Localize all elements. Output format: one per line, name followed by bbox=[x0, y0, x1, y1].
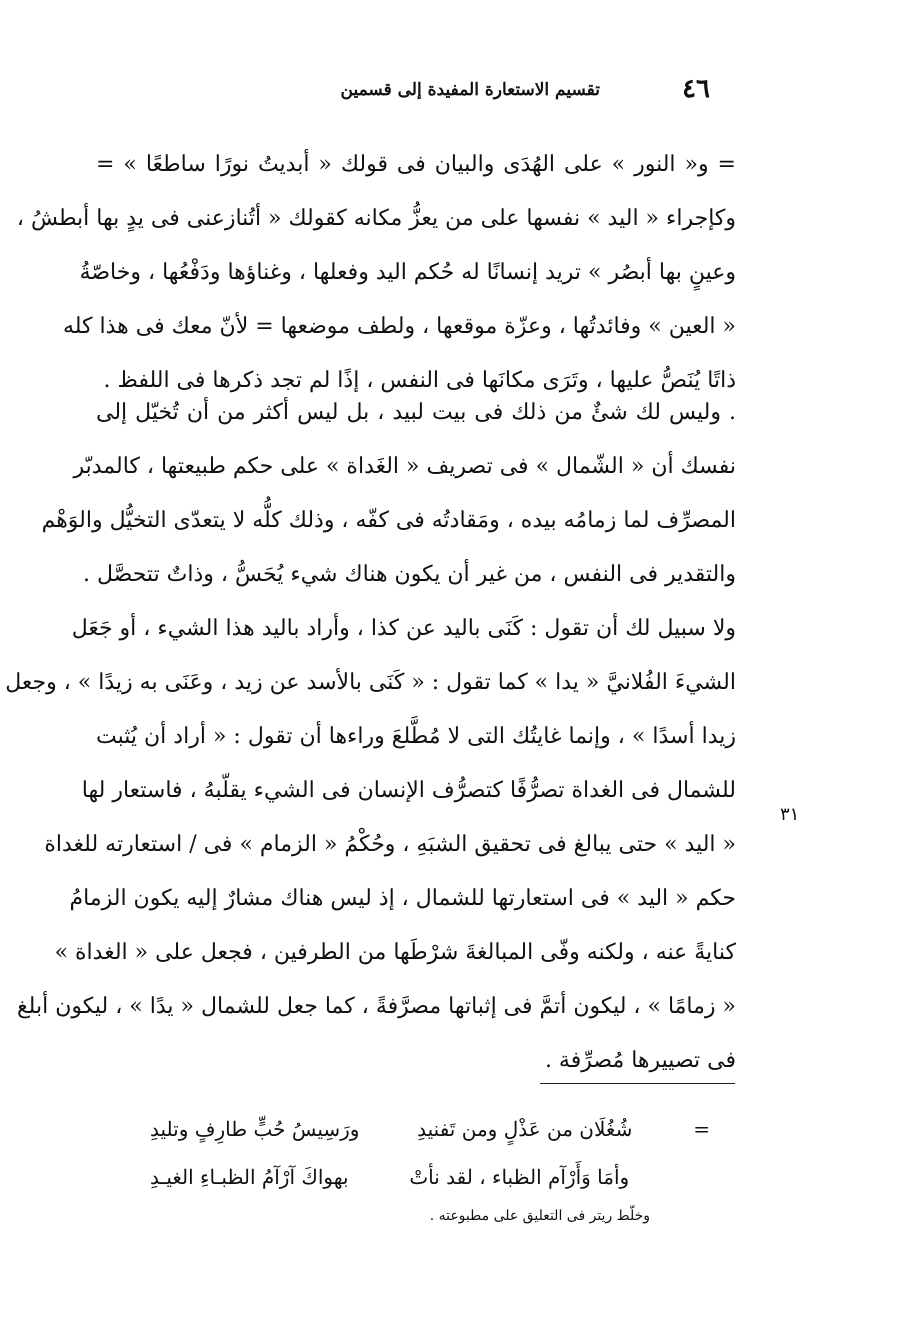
verse-line bbox=[150, 1105, 710, 1153]
verse-hemistich: شُغُلَان من عَذْلٍ ومن تَفنيدِ bbox=[417, 1117, 633, 1141]
text-line: زيدا أسدًا » ، وإنما غايتُك التى لا مُطَّلعَ وراءها أن تقول : « أراد أن يُثبت bbox=[96, 724, 736, 749]
footnote-note: وخلّط ريتر فى التعليق على مطبوعته . bbox=[429, 1208, 650, 1224]
text-line: « زمامًا » ، ليكون أتمَّ فى إثباتها مصرَّفةً ، كما جعل للشمال « يدًا » ، ليكون أبلغ bbox=[16, 994, 736, 1019]
text-line: فى تصييرها مُصرِّفة . bbox=[544, 1048, 736, 1073]
running-title: تقسيم الاستعارة المفيدة إلى قسمين bbox=[340, 80, 600, 100]
text-line: حكم « اليد » فى استعارتها للشمال ، إذ ليس هناك مشارٌ إليه يكون الزمامُ bbox=[69, 886, 736, 911]
footnote-divider bbox=[540, 1083, 735, 1084]
page-number: ٤٦ bbox=[682, 74, 710, 104]
text-line: للشمال فى الغداة تصرُّفًا كتصرُّف الإنسان فى الشيء يقلّبهُ ، فاستعار لها bbox=[81, 778, 736, 803]
text-line: « اليد » حتى يبالغ فى تحقيق الشبَهِ ، وحُكْمُ « الزمام » فى / استعارته للغداة bbox=[44, 832, 736, 857]
text-line: الشيءَ الفُلانيَّ « يدا » كما تقول : « كَنَى بالأسد عن زيد ، وعَنَى به زيدًا » ، وجعل bbox=[5, 670, 736, 695]
text-line: والتقدير فى النفس ، من غير أن يكون هناك شيء يُحَسُّ ، وذاتٌ تتحصَّل . bbox=[83, 562, 736, 587]
text-line: نفسك أن « الشّمال » فى تصريف « الغَداة » على حكم طبيعتها ، كالمدبّر bbox=[73, 454, 736, 479]
margin-number: ٣١ bbox=[780, 804, 800, 825]
text-line: وعينٍ بها أبصُر » تريد إنسانًا له حُكم اليد وفعلها ، وغناؤها ودَفْعُها ، وخاصّةُ bbox=[79, 260, 736, 285]
page-header bbox=[300, 74, 710, 114]
continuation-marker: = bbox=[693, 1117, 710, 1141]
text-line: ذاتًا يُنَصُّ عليها ، وتَرَى مكانَها فى النفس ، إذًا لم تجد ذكرها فى اللفظ . bbox=[103, 368, 736, 393]
verse-hemistich: بهواكَ آرْآمُ الظبـاءِ الغيـدِ bbox=[150, 1165, 349, 1189]
text-line: = و« النور » على الهُدَى والبيان فى قولك « أبديتُ نورًا ساطعًا » = bbox=[96, 152, 736, 177]
paragraph-2 bbox=[5, 386, 736, 1088]
verse-hemistich: ورَسِيسُ حُبٍّ طارِفٍ وتليدِ bbox=[150, 1117, 360, 1141]
paragraph-1 bbox=[16, 138, 736, 408]
text-line: المصرِّف لما زمامُه بيده ، ومَقادتُه فى كفّه ، وذلك كلُّه لا يتعدّى التخيُّل والوَهْم bbox=[41, 508, 736, 533]
text-line: . وليس لك شئٌ من ذلك فى بيت لبيد ، بل ليس أكثر من أن تُخيّل إلى bbox=[96, 400, 736, 425]
text-line: كنايةً عنه ، ولكنه وفّى المبالغةَ شرْطَها من الطرفين ، فجعل على « الغداة » bbox=[54, 940, 736, 965]
verse-hemistich: وأمَا وَأَرْآم الظباء ، لقد نأتْ bbox=[409, 1165, 630, 1189]
verse-line bbox=[150, 1153, 710, 1201]
text-line: ولا سبيل لك أن تقول : كَنَى باليد عن كذا ، وأراد باليد هذا الشيء ، أو جَعَل bbox=[71, 616, 736, 641]
footnote bbox=[150, 1105, 710, 1231]
text-line: وكإجراء « اليد » نفسها على من يعزُّ مكانه كقولك « أتُنازعنى فى يدٍ بها أبطشُ ، bbox=[16, 206, 736, 231]
text-line: « العين » وفائدتُها ، وعزّة موقعها ، ولطف موضعها = لأنّ معك فى هذا كله bbox=[62, 314, 736, 339]
